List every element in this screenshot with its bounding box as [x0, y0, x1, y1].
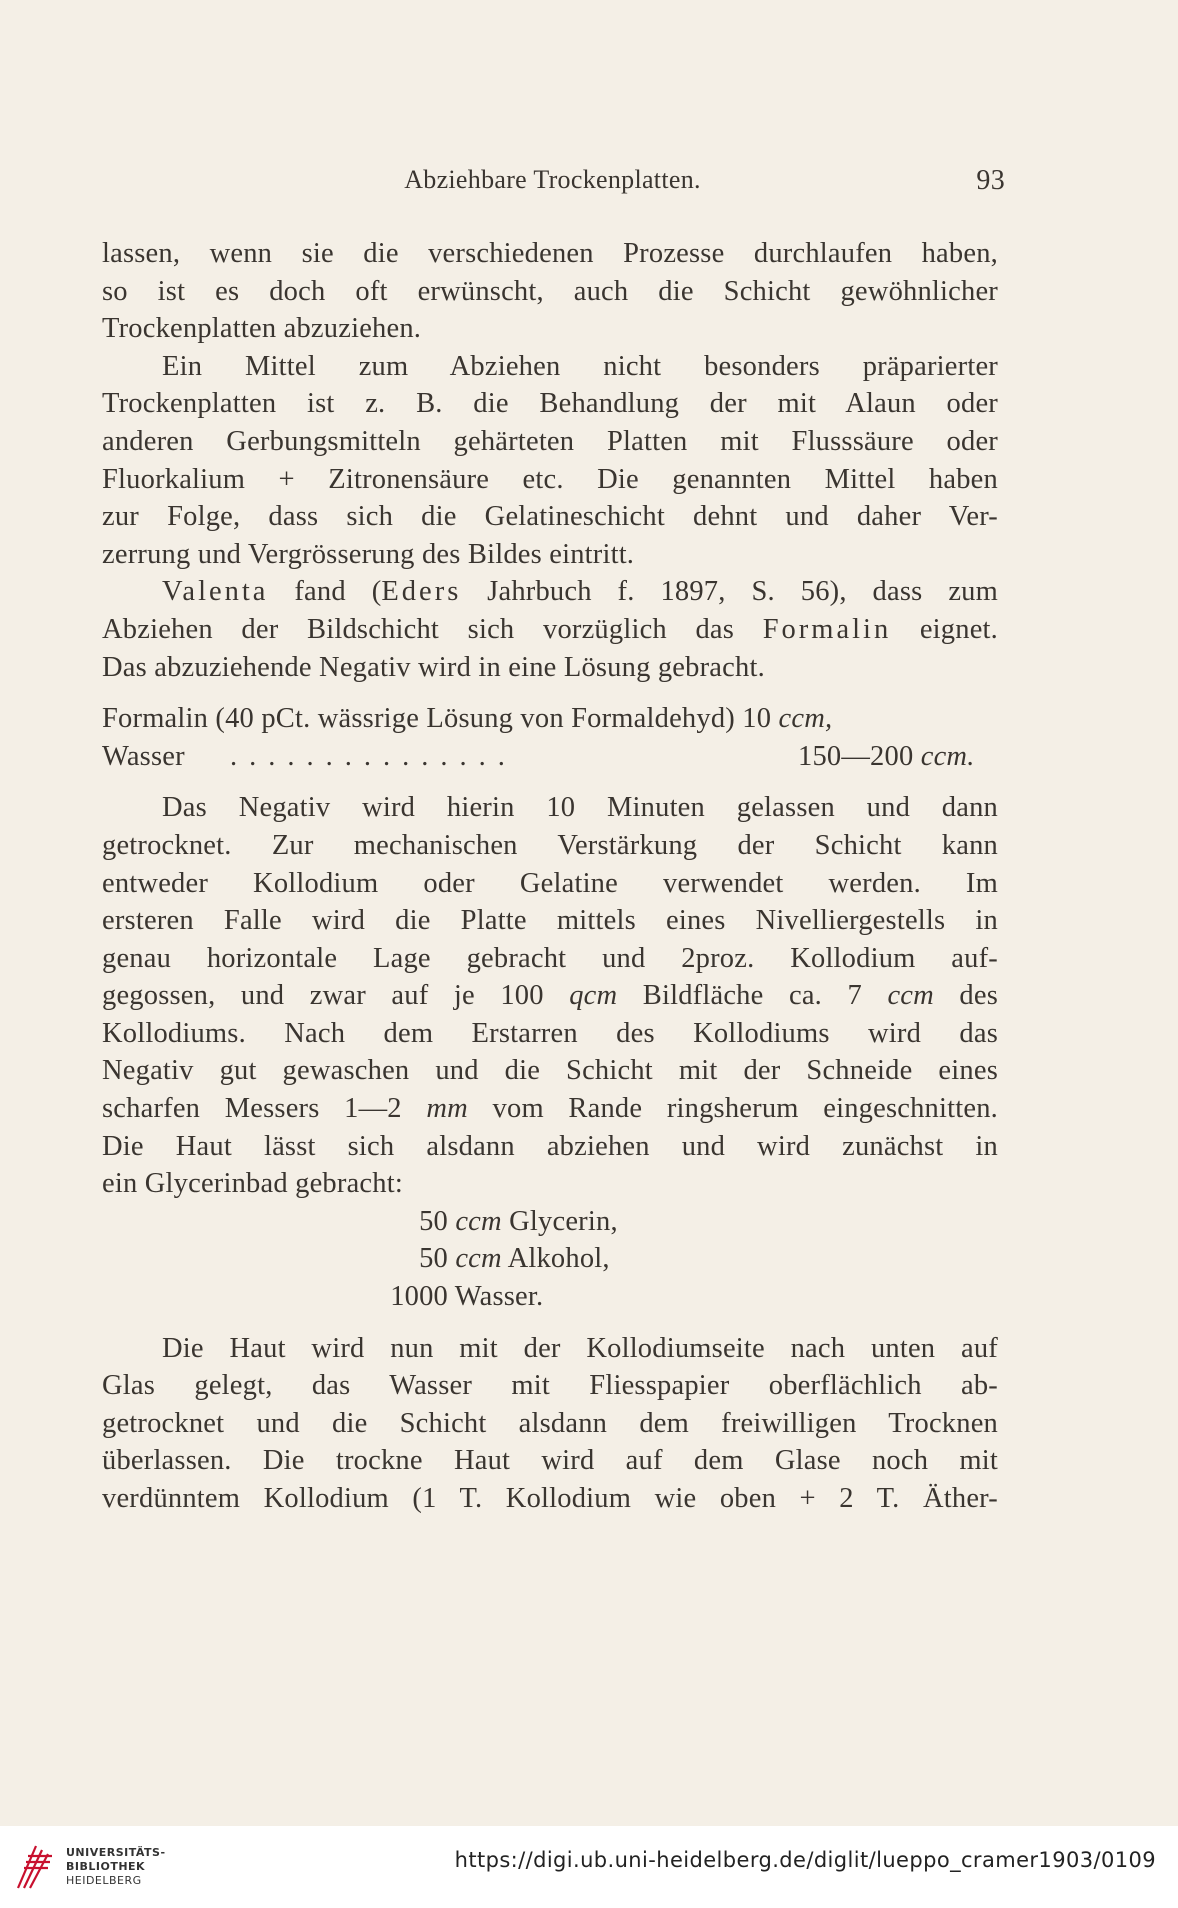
unit: ccm [455, 1205, 502, 1237]
text-line: Glas gelegt, das Wasser mit Fliesspapier oberflächlich ab- [102, 1370, 998, 1402]
header-title: Abziehbare Trockenplatten. [404, 165, 701, 194]
page-body [102, 235, 998, 1518]
ub-heidelberg-logo-icon [14, 1840, 56, 1892]
text-fragment: fand ( [268, 576, 382, 608]
text-line: überlassen. Die trockne Haut wird auf dem Glase noch mit [102, 1445, 998, 1477]
text-line: Die Haut wird nun mit der Kollodiumseite nach unten auf [162, 1332, 998, 1364]
text-line: Das Negativ wird hierin 10 Minuten gelassen und dann [162, 792, 998, 824]
text-line: getrocknet. Zur mechanischen Verstärkung der Schicht kann [102, 829, 998, 861]
leader-dots: ............... [230, 740, 517, 772]
ingredient-name: Alkohol, [501, 1243, 610, 1275]
library-name-line: UNIVERSITÄTS- [66, 1846, 166, 1859]
recipe-row [102, 700, 998, 738]
recipe-row [102, 738, 998, 776]
text-line: Trockenplatten ist z. B. die Behandlung der mit Alaun oder [102, 388, 998, 420]
page-number: 93 [976, 165, 1005, 196]
text-fragment: Formalin (40 pCt. wässrige Lösung von Formaldehyd) 10 [102, 703, 779, 735]
ingredient-list [102, 1203, 998, 1316]
ingredient-qty: 1000 [390, 1281, 448, 1313]
text-line [102, 611, 998, 649]
text-line: ersteren Falle wird die Platte mittels eines Nivelliergestells in [102, 905, 998, 937]
source-url-link[interactable]: https://digi.ub.uni-heidelberg.de/diglit/lueppo_cramer1903/0109 [454, 1848, 1156, 1872]
text-line: genau horizontale Lage gebracht und 2proz. Kollodium auf- [102, 942, 998, 974]
text-fragment: vom Rande ringsherum eingeschnitten. [467, 1093, 998, 1125]
text-line: entweder Kollodium oder Gelatine verwendet werden. Im [102, 867, 998, 899]
ingredient-name: Wasser. [448, 1281, 544, 1313]
text-line: Negativ gut gewaschen und die Schicht mit der Schneide eines [102, 1055, 998, 1087]
unit: mm [426, 1093, 468, 1125]
ingredient-qty: 50 [419, 1243, 448, 1275]
text-line: anderen Gerbungsmitteln gehärteten Platten mit Flusssäure oder [102, 425, 998, 457]
text-line: zur Folge, dass sich die Gelatineschicht dehnt und daher Ver- [102, 501, 998, 533]
text-fragment: gegossen, und zwar auf je 100 [102, 980, 570, 1012]
ingredient-qty: 50 [419, 1205, 448, 1237]
spaced-word: Formalin [762, 613, 892, 645]
unit: ccm. [920, 740, 975, 772]
recipe-label: Wasser [102, 740, 185, 772]
digitization-footer [0, 1826, 1178, 1908]
text-line: Kollodiums. Nach dem Erstarren des Kollodiums wird das [102, 1017, 998, 1049]
text-line: getrocknet und die Schicht alsdann dem freiwilligen Trocknen [102, 1407, 998, 1439]
text-fragment: scharfen Messers 1—2 [102, 1093, 427, 1125]
ingredient-row [362, 1240, 998, 1278]
library-name-line: HEIDELBERG [66, 1874, 142, 1887]
text-line: ein Glycerinbad gebracht: [102, 1168, 403, 1200]
spaced-name: Valenta [162, 576, 269, 608]
ingredient-name: Glycerin, [501, 1205, 618, 1237]
text-fragment: des [933, 980, 999, 1012]
text-line [102, 1090, 998, 1128]
unit: ccm [887, 980, 934, 1012]
ingredient-row [362, 1278, 998, 1316]
text-fragment: eignet. [891, 613, 998, 645]
library-name-line: BIBLIOTHEK [66, 1860, 146, 1873]
text-line: zerrung und Vergrösserung des Bildes eintritt. [102, 538, 635, 570]
text-fragment: Abziehen der Bildschicht sich vorzüglich das [102, 613, 763, 645]
unit: ccm [455, 1243, 502, 1275]
running-header [100, 165, 1005, 205]
recipe-amount [762, 738, 998, 776]
text-fragment: Jahrbuch f. 1897, S. 56), dass zum [461, 576, 998, 608]
text-line: Das abzuziehende Negativ wird in eine Lösung gebracht. [102, 651, 765, 683]
unit: ccm, [778, 703, 833, 735]
text-line: lassen, wenn sie die verschiedenen Prozesse durchlaufen haben, [102, 238, 998, 269]
library-name [66, 1846, 166, 1888]
ingredient-row [362, 1203, 998, 1241]
text-line: verdünntem Kollodium (1 T. Kollodium wie oben + 2 T. Äther- [102, 1483, 998, 1514]
recipe-line [102, 700, 832, 738]
spaced-name: Eders [381, 576, 462, 608]
unit: qcm [569, 980, 618, 1012]
text-fragment: Bildfläche ca. 7 [617, 980, 888, 1012]
text-line: Fluorkalium + Zitronensäure etc. Die genannten Mittel haben [102, 463, 998, 495]
text-line: Ein Mittel zum Abziehen nicht besonders präparierter [162, 350, 998, 382]
text-line: Die Haut lässt sich alsdann abziehen und wird zunächst in [102, 1130, 998, 1162]
text-fragment: 150—200 [798, 740, 921, 772]
text-line: Trockenplatten abzuziehen. [102, 313, 422, 345]
text-line [102, 977, 998, 1015]
text-line [102, 573, 998, 611]
text-line: so ist es doch oft erwünscht, auch die Schicht gewöhnlicher [102, 275, 998, 307]
